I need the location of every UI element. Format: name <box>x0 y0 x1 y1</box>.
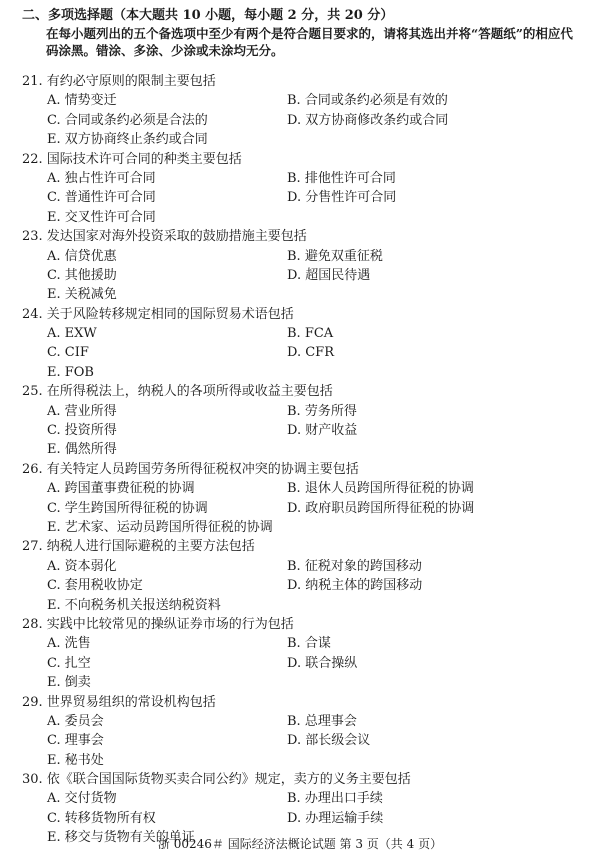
option-row <box>22 518 582 537</box>
option-b: B. 劳务所得 <box>287 403 357 419</box>
question-stem: 25. 在所得税法上，纳税人的各项所得或收益主要包括 <box>22 384 333 400</box>
option-c: C. 套用税收协定 <box>47 578 143 594</box>
option-e: E. 秘书处 <box>47 752 104 768</box>
option-a: A. 交付货物 <box>47 791 117 807</box>
option-row <box>22 247 582 266</box>
option-d: D. 纳税主体的跨国移动 <box>287 578 423 594</box>
option-row <box>22 266 582 285</box>
option-row <box>22 91 582 110</box>
option-e: E. 倒卖 <box>47 675 91 691</box>
option-c: C. CIF <box>47 345 89 361</box>
option-a: A. 信贷优惠 <box>47 248 117 264</box>
option-b: B. 总理事会 <box>287 713 357 729</box>
option-c: C. 合同或条约必须是合法的 <box>47 112 208 128</box>
option-c: C. 普通性许可合同 <box>47 190 156 206</box>
option-row <box>22 402 582 421</box>
option-e: E. FOB <box>47 364 94 380</box>
option-c: C. 转移货物所有权 <box>47 810 156 826</box>
option-row <box>22 576 582 595</box>
option-e: E. 双方协商终止条约或合同 <box>47 132 208 148</box>
option-d: D. 财产收益 <box>287 423 358 439</box>
option-a: A. 情势变迁 <box>47 93 117 109</box>
option-e: E. 移交与货物有关的单证 <box>47 830 195 846</box>
question-stem: 27. 纳税人进行国际避税的主要方法包括 <box>22 539 255 555</box>
option-row <box>22 421 582 440</box>
option-row <box>22 499 582 518</box>
question-21 <box>22 72 582 150</box>
option-d: D. 政府职员跨国所得征税的协调 <box>287 500 475 516</box>
option-b: B. FCA <box>287 326 334 342</box>
option-d: D. 部长级会议 <box>287 733 371 749</box>
page-footer: 浙 00246＃ 国际经济法概论试题 第 3 页（共 4 页） <box>157 837 443 851</box>
option-row <box>22 789 582 808</box>
option-a: A. 跨国董事费征税的协调 <box>47 481 195 497</box>
option-d: D. CFR <box>287 345 334 361</box>
option-c: C. 其他援助 <box>47 267 117 283</box>
option-e: E. 艺术家、运动员跨国所得征税的协调 <box>47 519 273 535</box>
question-28 <box>22 615 582 693</box>
section-title: 二、多项选择题（本大题共 10 小题，每小题 2 分，共 20 分） <box>22 8 394 23</box>
option-row <box>22 169 582 188</box>
option-row <box>22 208 582 227</box>
question-23 <box>22 227 582 305</box>
question-26 <box>22 460 582 538</box>
option-d: D. 双方协商修改条约或合同 <box>287 112 449 128</box>
option-row <box>22 712 582 731</box>
option-e: E. 不向税务机关报送纳税资料 <box>47 597 221 613</box>
option-a: A. 独占性许可合同 <box>47 170 156 186</box>
section-instruction: 在每小题列出的五个备选项中至少有两个是符合题目要求的，请将其选出并将“答题纸”的相应代码涂黑。错涂、多涂、少涂或未涂均无分。 <box>46 26 573 58</box>
option-row <box>22 479 582 498</box>
question-24 <box>22 305 582 383</box>
question-stem: 26. 有关特定人员跨国劳务所得征税权冲突的协调主要包括 <box>22 461 359 477</box>
option-row <box>22 731 582 750</box>
option-row <box>22 130 582 149</box>
option-e: E. 关税减免 <box>47 287 117 303</box>
option-e: E. 偶然所得 <box>47 442 117 458</box>
question-stem: 24. 关于风险转移规定相同的国际贸易术语包括 <box>22 306 294 322</box>
option-row <box>22 111 582 130</box>
option-c: C. 扎空 <box>47 655 91 671</box>
option-row <box>22 654 582 673</box>
option-a: A. EXW <box>47 326 97 342</box>
option-row <box>22 343 582 362</box>
question-25 <box>22 382 582 460</box>
question-stem: 21. 有约必守原则的限制主要包括 <box>22 74 216 89</box>
option-row <box>22 809 582 828</box>
option-b: B. 合谋 <box>287 636 331 652</box>
question-stem: 29. 世界贸易组织的常设机构包括 <box>22 694 216 710</box>
option-row <box>22 440 582 459</box>
option-e: E. 交叉性许可合同 <box>47 209 156 225</box>
option-a: A. 营业所得 <box>47 403 117 419</box>
option-d: D. 分售性许可合同 <box>287 190 397 206</box>
option-row <box>22 673 582 692</box>
option-b: B. 避免双重征税 <box>287 248 383 264</box>
option-b: B. 退休人员跨国所得征税的协调 <box>287 481 474 497</box>
option-d: D. 办理运输手续 <box>287 810 384 826</box>
question-stem: 30. 依《联合国国际货物买卖合同公约》规定，卖方的义务主要包括 <box>22 772 411 788</box>
option-c: C. 学生跨国所得征税的协调 <box>47 500 208 516</box>
option-a: A. 洗售 <box>47 636 91 652</box>
option-row <box>22 188 582 207</box>
question-stem: 28. 实践中比较常见的操纵证券市场的行为包括 <box>22 616 294 632</box>
option-c: C. 理事会 <box>47 733 104 749</box>
question-list <box>22 72 582 848</box>
option-b: B. 排他性许可合同 <box>287 170 396 186</box>
question-27 <box>22 537 582 615</box>
option-b: B. 合同或条约必须是有效的 <box>287 93 448 109</box>
option-row <box>22 324 582 343</box>
option-c: C. 投资所得 <box>47 423 117 439</box>
question-stem: 22. 国际技术许可合同的种类主要包括 <box>22 151 242 167</box>
question-22 <box>22 150 582 228</box>
question-29 <box>22 693 582 771</box>
option-a: A. 委员会 <box>47 713 104 729</box>
option-d: D. 超国民待遇 <box>287 267 371 283</box>
option-row <box>22 285 582 304</box>
option-row <box>22 363 582 382</box>
question-stem: 23. 发达国家对海外投资采取的鼓励措施主要包括 <box>22 229 307 245</box>
option-row <box>22 596 582 615</box>
option-b: B. 征税对象的跨国移动 <box>287 558 422 574</box>
option-row <box>22 751 582 770</box>
option-row <box>22 557 582 576</box>
section-header <box>22 6 582 59</box>
option-a: A. 资本弱化 <box>47 558 117 574</box>
option-d: D. 联合操纵 <box>287 655 358 671</box>
option-row <box>22 634 582 653</box>
option-b: B. 办理出口手续 <box>287 791 383 807</box>
